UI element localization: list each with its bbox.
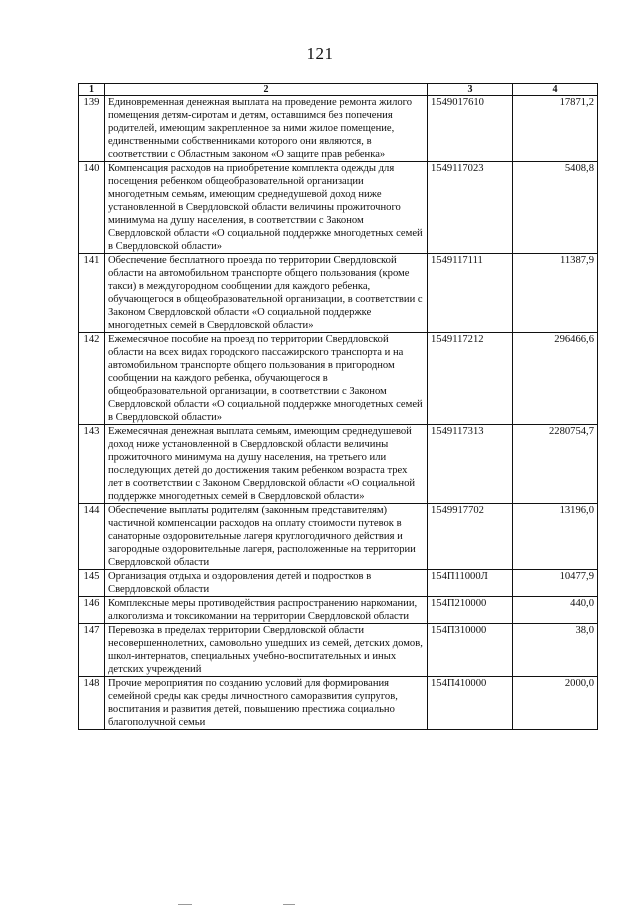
- row-number: 142: [79, 333, 105, 425]
- table-row: [79, 162, 598, 254]
- row-amount: 2000,0: [513, 677, 598, 730]
- header-col-1: 1: [79, 84, 105, 96]
- header-col-4: 4: [513, 84, 598, 96]
- row-code: 154П210000: [428, 597, 513, 624]
- table-row: [79, 570, 598, 597]
- row-name: Ежемесячная денежная выплата семьям, имеющим среднедушевой доход ниже установленной в Свердловской области величины прожиточного минимума на душу населения, на третьего или последующих детей до достижения таким ребенком возраста трех лет в соответствии с Законом Свердловской области «О социальной поддержке многодетных семей в Свердловской области»: [105, 425, 428, 504]
- row-name: Комплексные меры противодействия распространению наркомании, алкоголизма и токсикомании на территории Свердловской области: [105, 597, 428, 624]
- row-code: 154П410000: [428, 677, 513, 730]
- row-number: 140: [79, 162, 105, 254]
- row-number: 147: [79, 624, 105, 677]
- row-code: 1549017610: [428, 96, 513, 162]
- row-amount: 296466,6: [513, 333, 598, 425]
- table-row: [79, 254, 598, 333]
- row-code: 154П11000Л: [428, 570, 513, 597]
- row-code: 1549117023: [428, 162, 513, 254]
- row-number: 145: [79, 570, 105, 597]
- row-amount: 11387,9: [513, 254, 598, 333]
- row-amount: 2280754,7: [513, 425, 598, 504]
- header-col-2: 2: [105, 84, 428, 96]
- table-row: [79, 425, 598, 504]
- row-code: 154П310000: [428, 624, 513, 677]
- row-code: 1549117111: [428, 254, 513, 333]
- row-code: 1549117212: [428, 333, 513, 425]
- budget-table: [78, 83, 598, 730]
- table-row: [79, 504, 598, 570]
- row-amount: 17871,2: [513, 96, 598, 162]
- table-row: [79, 597, 598, 624]
- table-row: [79, 677, 598, 730]
- row-number: 146: [79, 597, 105, 624]
- row-name: Компенсация расходов на приобретение комплекта одежды для посещения ребенком общеобразовательной организации многодетным семьям, имеющим среднедушевой доход ниже установленной в Свердловской области величины прожиточного минимума на душу населения, в соответствии с Законом Свердловской области «О социальной поддержке многодетных семей в Свердловской области»: [105, 162, 428, 254]
- row-name: Обеспечение бесплатного проезда по территории Свердловской области на автомобильном транспорте общего пользования (кроме такси) в междугородном сообщении для каждого ребенка, обучающегося в общеобразовательной организации, в соответствии с Законом Свердловской области «О социальной поддержке многодетных семей в Свердловской области»: [105, 254, 428, 333]
- table-row: [79, 333, 598, 425]
- row-code: 1549917702: [428, 504, 513, 570]
- row-name: Перевозка в пределах территории Свердловской области несовершеннолетних, самовольно ушедших из семей, детских домов, школ-интернатов, специальных учебно-воспитательных и иных детских учреждений: [105, 624, 428, 677]
- row-amount: 440,0: [513, 597, 598, 624]
- table-row: [79, 624, 598, 677]
- row-name: Ежемесячное пособие на проезд по территории Свердловской области на всех видах городского пассажирского транспорта и на автомобильном транспорте общего пользования в пригородном сообщении на каждого ребенка, обучающегося в общеобразовательной организации, в соответствии с Законом Свердловской области «О социальной поддержке многодетных семей в Свердловской области»: [105, 333, 428, 425]
- row-amount: 5408,8: [513, 162, 598, 254]
- table-header-row: [79, 84, 598, 96]
- row-name: Единовременная денежная выплата на проведение ремонта жилого помещения детям-сиротам и детям, оставшимся без попечения родителей, имеющим закрепленное за ними жилое помещение, единственными собственниками которого они являются, в соответствии с Областным законом «О защите прав ребенка»: [105, 96, 428, 162]
- row-number: 143: [79, 425, 105, 504]
- row-amount: 13196,0: [513, 504, 598, 570]
- row-number: 144: [79, 504, 105, 570]
- row-name: Прочие мероприятия по созданию условий для формирования семейной среды как среды личностного саморазвития супругов, воспитания и развития детей, повышению престижа социально благополучной семьи: [105, 677, 428, 730]
- row-number: 139: [79, 96, 105, 162]
- table-row: [79, 96, 598, 162]
- header-col-3: 3: [428, 84, 513, 96]
- row-code: 1549117313: [428, 425, 513, 504]
- row-number: 148: [79, 677, 105, 730]
- row-name: Обеспечение выплаты родителям (законным представителям) частичной компенсации расходов на оплату стоимости путевок в санаторные оздоровительные лагеря круглогодичного действия и загородные оздоровительные лагеря, расположенные на территории Свердловской области: [105, 504, 428, 570]
- row-number: 141: [79, 254, 105, 333]
- page-number: 121: [306, 44, 334, 63]
- row-amount: 38,0: [513, 624, 598, 677]
- row-amount: 10477,9: [513, 570, 598, 597]
- row-name: Организация отдыха и оздоровления детей и подростков в Свердловской области: [105, 570, 428, 597]
